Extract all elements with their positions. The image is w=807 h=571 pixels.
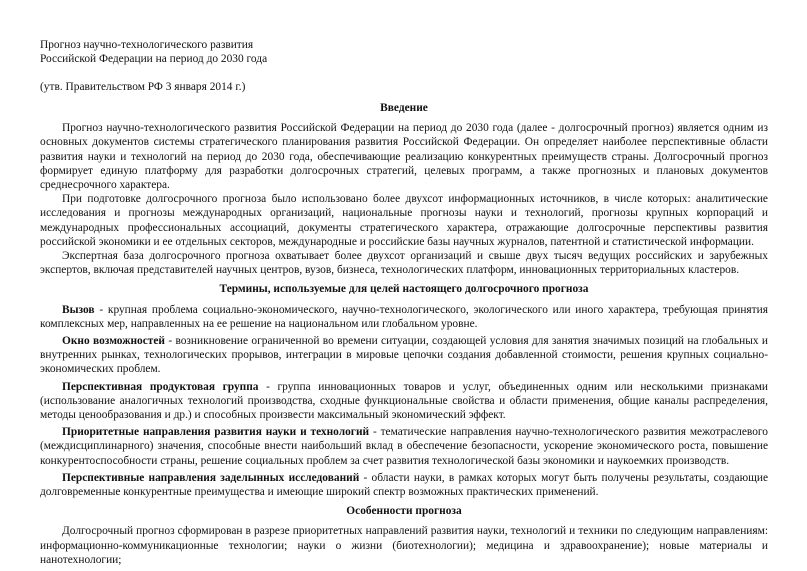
intro-paragraph-2: При подготовке долгосрочного прогноза было использовано более двухсот информационных источников, в числе которых: аналитические исследования и прогнозы международных организаций, национальные прогнозы науки и технологий, прогнозы крупных корпораций и международных профессиональных ассоциаций, документы стратегического характера, отражающие долгосрочные перспективы развития российской экономики и ее отдельных секторов, международные и российские базы научных журналов, патентной и статистической информации. <box>40 193 768 248</box>
term-name: Перспективная продуктовая группа <box>62 380 259 393</box>
term-definition <box>40 425 768 468</box>
term-definition <box>40 334 768 377</box>
features-paragraph-1: Долгосрочный прогноз сформирован в разрезе приоритетных направлений развития науки, технологий и техники по следующим направлениям: информационно-коммуникационные технологии; науки о жизни (биотехнологии); медицина и здравоохранение); новые материалы и нанотехнологии; <box>40 525 768 566</box>
term-text: - области науки, в рамках которых могут быть получены результаты, создающие долговременные конкурентные преимущества и имеющие широкий спектр возможных практических применений. <box>40 471 769 499</box>
term-name: Окно возможностей <box>62 335 165 348</box>
term-text: - возникновение ограниченной во времени ситуации, создающей условия для занятия значимых позиций на глобальных и внутренних рынках, технологических прорывов, интеграции в мировые цепочки создания добавленной стоимости, решения крупных социально-экономических проблем. <box>40 335 768 376</box>
approval-note: (утв. Правительством РФ 3 января 2014 г.) <box>40 81 246 93</box>
term-text: - крупная проблема социально-экономического, научно-технологического, экологического или иного характера, требующая принятия комплексных мер, направленных на ее решение на национальном или глобальном уровне. <box>40 303 768 330</box>
term-definition <box>40 471 768 499</box>
term-text: - тематические направления научно-технологического развития межотраслевого (междисциплинарного) значения, способные внести наибольший вклад в обеспечение безопасности, ускорение экономического роста, повышение конкурентоспособности страны, решение социальных проблем за счет развития технологической базы экономики и наукоемких производств. <box>40 426 768 467</box>
document-header <box>40 38 267 66</box>
term-text: - группа инновационных товаров и услуг, объединенных одним или несколькими признаками (использование аналогичных технологий производства, сходные функциональные свойства и области применения, общие каналы распределения, методы ценообразования и др.) и способных произвести максимальный экономический эффект. <box>40 380 768 422</box>
intro-paragraph-1: Прогноз научно-технологического развития Российской Федерации на период до 2030 года (далее - долгосрочный прогноз) является одним из основных документов системы стратегического планирования развития Российской Федерации. Он определяет наиболее перспективные области развития науки и технологий на период до 2030 года, обеспечивающие реализацию конкурентных преимуществ страны. Долгосрочный прогноз формирует единую платформу для разработки долгосрочных стратегий, целевых программ, а также прогнозных и плановых документов среднесрочного характера. <box>40 122 768 192</box>
term-name: Перспективные направления заделынных исследований <box>62 471 360 484</box>
terms-heading: Термины, используемые для целей настоящего долгосрочного прогноза <box>219 283 589 296</box>
document-title-line-2: Российской Федерации на период до 2030 года <box>40 53 268 66</box>
document-title-line-1: Прогноз научно-технологического развития <box>40 39 254 51</box>
intro-paragraph-3: Экспертная база долгосрочного прогноза охватывает более двухсот организаций и свыше двух тысяч ведущих российских и зарубежных экспертов, включая представителей научных центров, вузов, бизнеса, технологических платформ, инновационных территориальных кластеров. <box>40 250 768 277</box>
term-definition <box>40 380 768 423</box>
document-body <box>40 101 768 567</box>
intro-heading: Введение <box>380 102 428 114</box>
term-definition <box>40 303 768 331</box>
term-name: Вызов <box>62 303 95 316</box>
features-heading: Особенности прогноза <box>346 505 462 518</box>
term-name: Приоритетные направления развития науки и технологий <box>62 426 370 439</box>
